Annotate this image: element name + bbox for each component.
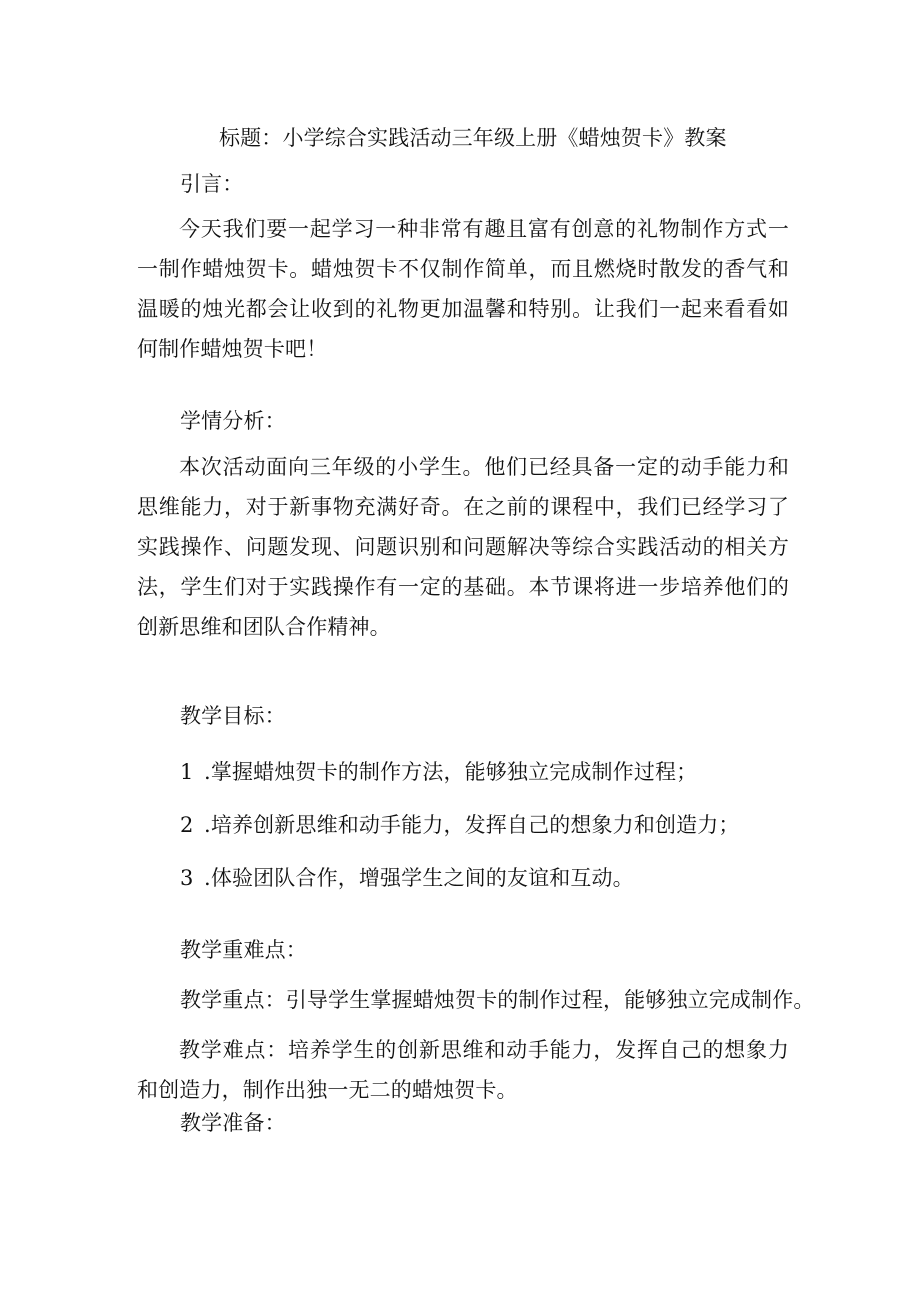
goal-number: 2 <box>180 813 194 837</box>
preparation-heading: 教学准备： <box>180 1111 286 1135</box>
goal-item-3 <box>180 868 634 889</box>
goals-heading: 教学目标： <box>180 704 286 728</box>
intro-paragraph: 今天我们要一起学习一种非常有趣且富有创意的礼物制作方式一一制作蜡烛贺卡。蜡烛贺卡不仅制作简单，而且燃烧时散发的香气和温暖的烛光都会让收到的礼物更加温馨和特别。让我们一起来看看如何制作蜡烛贺卡吧！ <box>137 217 789 361</box>
goal-text: .体验团队合作，增强学生之间的友谊和互动。 <box>204 866 634 890</box>
analysis-paragraph: 本次活动面向三年级的小学生。他们已经具备一定的动手能力和思维能力，对于新事物充满好奇。在之前的课程中，我们已经学习了实践操作、问题发现、问题识别和问题解决等综合实践活动的相关方法，学生们对于实践操作有一定的基础。本节课将进一步培养他们的创新思维和团队合作精神。 <box>137 455 789 639</box>
goal-text: .掌握蜡烛贺卡的制作方法，能够独立完成制作过程； <box>204 760 698 784</box>
document-title: 标题：小学综合实践活动三年级上册《蜡烛贺卡》教案 <box>219 126 727 150</box>
analysis-heading: 学情分析： <box>180 409 286 433</box>
key-difficulty-heading: 教学重难点： <box>180 938 307 962</box>
goal-item-1 <box>180 762 697 783</box>
difficult-point: 教学难点：培养学生的创新思维和动手能力，发挥自己的想象力和创造力，制作出独一无二的蜡烛贺卡。 <box>137 1038 789 1102</box>
goal-item-2 <box>180 815 740 836</box>
goal-text: .培养创新思维和动手能力，发挥自己的想象力和创造力； <box>204 813 740 837</box>
intro-heading: 引言： <box>180 172 244 196</box>
goal-number: 3 <box>180 866 194 890</box>
goal-number: 1 <box>180 760 194 784</box>
key-point: 教学重点：引导学生掌握蜡烛贺卡的制作过程，能够独立完成制作。 <box>180 988 815 1012</box>
